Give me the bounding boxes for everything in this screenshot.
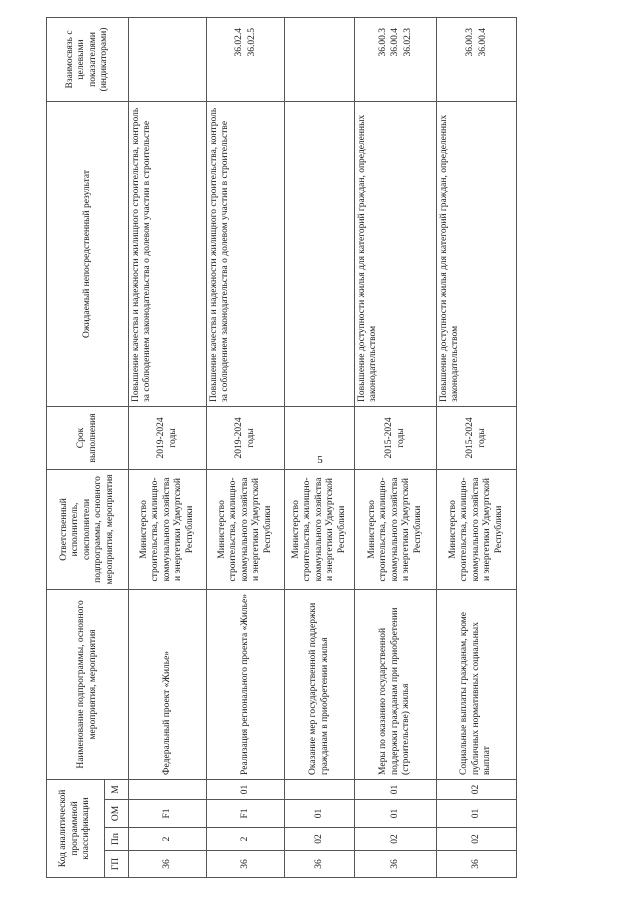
cell-executor: Министерство строительства, жилищно-коммунального хозяйства и энергетики Удмуртской Республики	[355, 469, 437, 589]
cell-executor: Министерство строительства, жилищно-коммунального хозяйства и энергетики Удмуртской Республики	[437, 469, 517, 589]
cell-executor: Министерство строительства, жилищно-коммунального хозяйства и энергетики Удмуртской Республики	[285, 469, 355, 589]
cell-m: 01	[207, 779, 285, 799]
rotated-table-container	[46, 18, 516, 878]
cell-pp: 2	[129, 828, 207, 851]
cell-indicators	[355, 17, 437, 101]
indicator-code: 36.00.3	[377, 27, 388, 57]
header-code-group: Код аналитической программной классификации	[47, 779, 105, 877]
cell-om: 01	[437, 800, 517, 828]
header-result: Ожидаемый непосредственный результат	[47, 101, 129, 406]
cell-m	[129, 779, 207, 799]
cell-term: 2019-2024 годы	[207, 406, 285, 469]
table-row	[129, 17, 207, 877]
cell-om: 01	[285, 800, 355, 828]
cell-term: 2019-2024 годы	[129, 406, 207, 469]
cell-pp: 2	[207, 828, 285, 851]
indicator-code: 36.00.3	[465, 27, 476, 57]
header-executor: Ответственный исполнитель, соисполнители подпрограммы, основного мероприятия, мероприятия	[47, 469, 129, 589]
cell-result: Повышение доступности жилья для категорий граждан, определенных законодательством	[355, 101, 437, 406]
cell-executor: Министерство строительства, жилищно-коммунального хозяйства и энергетики Удмуртской Республики	[207, 469, 285, 589]
header-link: Взаимосвязь с целевыми показателями (индикаторами)	[47, 17, 129, 101]
cell-pp: 02	[285, 828, 355, 851]
header-gp: ГП	[105, 851, 129, 878]
indicator-code: 36.00.4	[477, 27, 488, 57]
page-number: 5	[317, 454, 323, 466]
header-pp: Пп	[105, 828, 129, 851]
cell-name: Федеральный проект «Жилье»	[129, 589, 207, 779]
cell-m: 01	[355, 779, 437, 799]
cell-pp: 02	[437, 828, 517, 851]
cell-om: F1	[207, 800, 285, 828]
cell-result: Повышение качества и надежности жилищного строительства, контроль за соблюдением законодательства о долевом участии в строительстве	[207, 101, 285, 406]
cell-om: 01	[355, 800, 437, 828]
table-row	[355, 17, 437, 877]
cell-gp: 36	[207, 851, 285, 878]
cell-indicators	[437, 17, 517, 101]
table-row	[437, 17, 517, 877]
cell-result: Повышение доступности жилья для категорий граждан, определенных законодательством	[437, 101, 517, 406]
table-row	[285, 17, 355, 877]
cell-gp: 36	[129, 851, 207, 878]
cell-gp: 36	[355, 851, 437, 878]
program-table	[46, 17, 517, 878]
cell-executor: Министерство строительства, жилищно-коммунального хозяйства и энергетики Удмуртской Республики	[129, 469, 207, 589]
cell-name: Оказание мер государственной поддержки гражданам в приобретении жилья	[285, 589, 355, 779]
cell-name: Социальные выплаты гражданам, кроме публичных нормативных социальных выплат	[437, 589, 517, 779]
cell-indicators	[285, 17, 355, 101]
cell-term	[285, 406, 355, 469]
cell-term: 2015-2024 годы	[355, 406, 437, 469]
header-term: Срок выполнения	[47, 406, 129, 469]
indicator-code: 36.00.4	[390, 27, 401, 57]
cell-name: Меры по оказанию государственной поддержки гражданам при приобретении (строительстве) жилья	[355, 589, 437, 779]
cell-m: 02	[437, 779, 517, 799]
indicator-code: 36.02.5	[246, 27, 257, 57]
header-m: М	[105, 779, 129, 799]
header-name: Наименование подпрограммы, основного мероприятия, мероприятия	[47, 589, 129, 779]
header-om: ОМ	[105, 800, 129, 828]
cell-name: Реализация регионального проекта «Жилье»	[207, 589, 285, 779]
cell-indicators	[207, 17, 285, 101]
cell-pp: 02	[355, 828, 437, 851]
indicator-code: 36.02.4	[234, 27, 245, 57]
cell-om: F1	[129, 800, 207, 828]
cell-term: 2015-2024 годы	[437, 406, 517, 469]
cell-gp: 36	[285, 851, 355, 878]
cell-gp: 36	[437, 851, 517, 878]
cell-result	[285, 101, 355, 406]
indicator-code: 36.02.3	[402, 27, 413, 57]
table-row	[207, 17, 285, 877]
cell-indicators	[129, 17, 207, 101]
cell-result: Повышение качества и надежности жилищного строительства, контроль за соблюдением законодательства о долевом участии в строительстве	[129, 101, 207, 406]
cell-m	[285, 779, 355, 799]
